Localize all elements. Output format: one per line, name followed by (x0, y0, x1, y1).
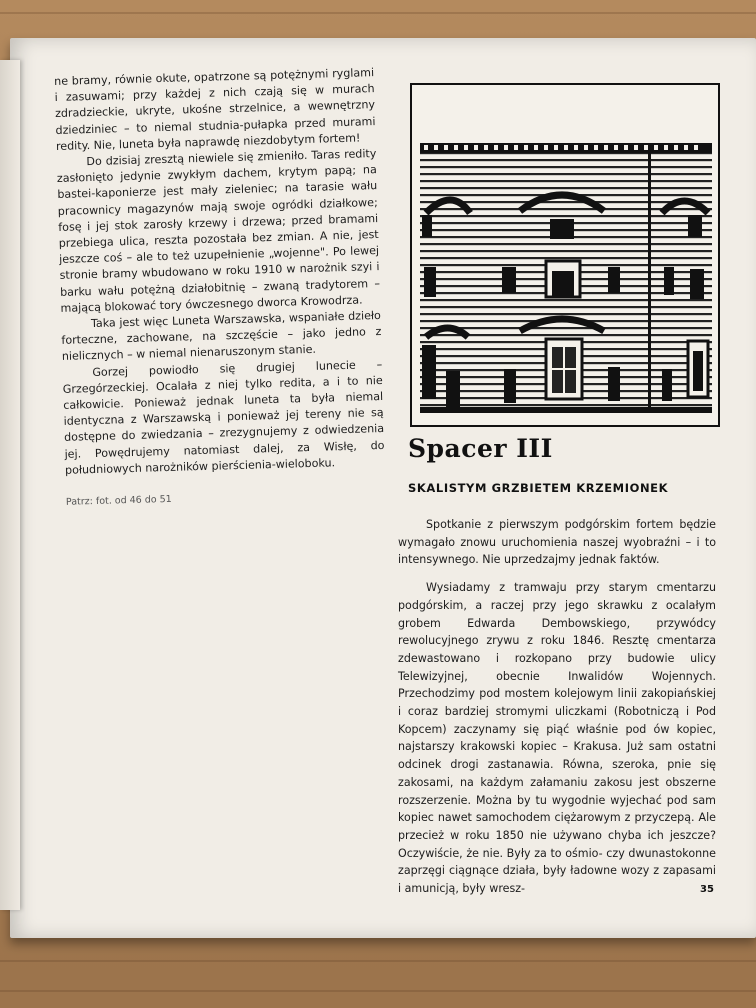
photo-reference: Patrz: fot. od 46 do 51 (65, 493, 172, 508)
section-title: Spacer III (408, 434, 553, 463)
left-paragraph-2: Do dzisiaj zresztą niewiele się zmieniło. Taras redity zasłonięto jedynie zwykłym dachem, krytym papą; na bastei-kaponierze jest mały zieleniec; na tarasie wału pracownicy magazynów mają swoje ogródki działkowe; fosę i jej stok zarosły krzewy i drzewa; przed bramami przebiega ulica, reszta pozostała bez zmian. A nie, jest jeszcze coś – ale to też uzupełnienie „wojenne". Po lewej stronie bramy wbudowano w roku 1910 w narożnik szyi i barku wału potężną działobitnię – zwaną tradytorem – mającą blokować tory ówczesnego dworca Krowodrza. (56, 147, 381, 315)
left-paragraph-3: Taka jest więc Luneta Warszawska, wspaniałe dzieło forteczne, zachowane, na szczęście – jako jedno z nielicznych – w niemal nienaruszonym stanie. (61, 309, 382, 364)
left-text-column (54, 65, 386, 511)
section-subtitle: SKALISTYM GRZBIETEM KRZEMIONEK (408, 481, 669, 495)
left-paragraph-1: ne bramy, równie okute, opatrzone są potężnymi ryglami i zasuwami; przy każdej z nich czają się w murach zdradzieckie, ukryte, ukośne strzelnice, a wewnętrzny dziedziniec – to niemal studnia-pułapka przed murami redity. Nie, luneta była naprawdę niezdobytym fortem! (54, 66, 376, 153)
right-text-column (398, 516, 716, 898)
left-paragraph-4: Gorzej powiodło się drugiej lunecie – Grzegórzeckiej. Ocalała z niej tylko redita, a i to nie całkowicie. Ponieważ jednak luneta ta była niemal identyczna z Warszawską i ponieważ jej tereny nie są dostępne do zwiedzania – zrezygnujemy z odwiedzenia jej. Powędrujemy natomiast dalej, za Wisłę, do południowych narożników pierścienia-wieloboku. (62, 357, 385, 477)
right-paragraph-1: Spotkanie z pierwszym podgórskim fortem będzie wymagało znowu uruchomienia naszej wyobraźni – i to intensywnego. Nie uprzedzajmy jednak faktów. (398, 518, 716, 567)
page-stack-edge (0, 60, 20, 910)
page-number: 35 (700, 884, 714, 895)
fort-building-illustration (410, 83, 720, 427)
right-paragraph-2: Wysiadamy z tramwaju przy starym cmentarzu podgórskim, a raczej przy jego skrawku z ocalałym grobem Edwarda Dembowskiego, przywódcy rewolucyjnego zrywu z roku 1846. Resztę cmentarza zdewastowano i rozkopano przy budowie ulicy Telewizyjnej, obecnie Inwalidów Wojennych. Przechodzimy pod mostem kolejowym linii zakopiańskiej i coraz bardziej stromymi uliczkami (Robotniczą i Pod Kopcem) zaczynamy się piąć właśnie pod ów kopiec, najstarszy krakowski kopiec – Krakusa. Już sam ostatni odcinek drogi zastanawia. Równa, szeroka, pnie się zakosami, na każdym załamaniu zakosu jest obszerne rozszerzenie. Można by tu wygodnie wyjechać pod sam kopiec nawet samochodem ciężarowym z przyczepą. Ale przecież w roku 1850 nie używano chyba ich jeszcze? Oczywiście, że nie. Były za to ośmio- czy dwunastokonne zaprzęgi ciągnące działa, były ładowne wozy z zapasami i amunicją, były wresz- (398, 581, 716, 896)
